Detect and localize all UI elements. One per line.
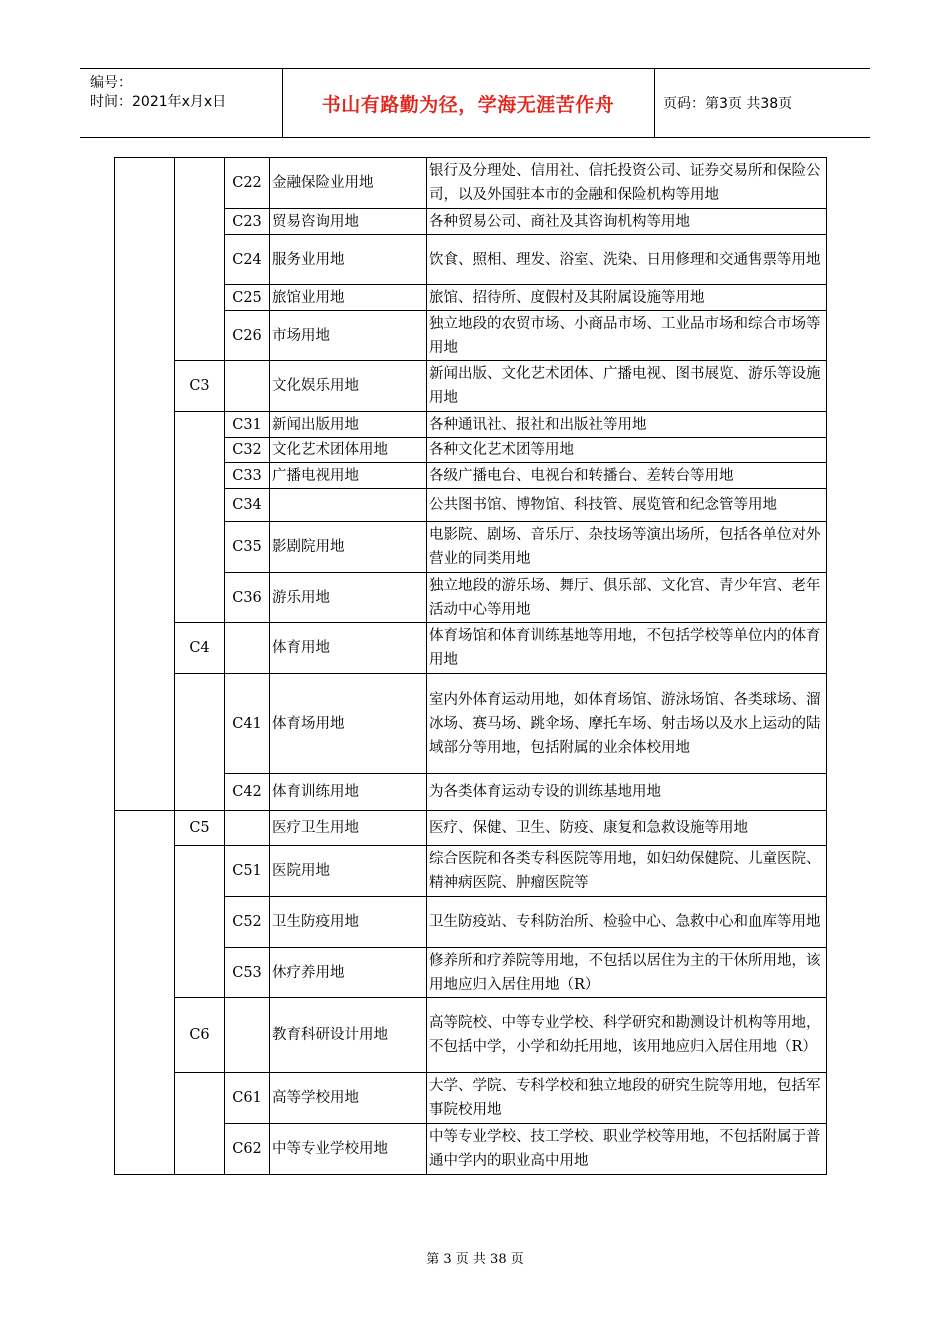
major-category-cell — [115, 158, 175, 811]
mid-category-cell: C4 — [175, 623, 225, 674]
description-cell: 大学、学院、专科学校和独立地段的研究生院等用地，包括军事院校用地 — [427, 1073, 827, 1124]
description-cell: 各种文化艺术团等用地 — [427, 438, 827, 463]
page-header — [80, 68, 870, 138]
description-cell: 独立地段的农贸市场、小商品市场、工业品市场和综合市场等用地 — [427, 311, 827, 361]
document-number-label: 编号： — [90, 75, 132, 91]
description-cell: 独立地段的游乐场、舞厅、俱乐部、文化宫、青少年宫、老年活动中心等用地 — [427, 573, 827, 623]
table-row — [115, 811, 827, 846]
name-cell: 游乐用地 — [270, 573, 427, 623]
description-cell: 旅馆、招待所、度假村及其附属设施等用地 — [427, 285, 827, 311]
name-cell: 医疗卫生用地 — [270, 811, 427, 846]
name-cell: 贸易咨询用地 — [270, 209, 427, 235]
mid-category-cell — [175, 1073, 225, 1175]
code-cell: C51 — [225, 846, 270, 897]
code-cell: C23 — [225, 209, 270, 235]
header-motto: 书山有路勤为径，学海无涯苦作舟 — [321, 93, 615, 116]
name-cell: 旅馆业用地 — [270, 285, 427, 311]
document-time-label: 时间：2021年x月x日 — [90, 94, 227, 110]
name-cell: 新闻出版用地 — [270, 412, 427, 438]
mid-category-cell — [175, 674, 225, 811]
header-page-cell — [655, 69, 870, 137]
header-motto-cell — [282, 69, 655, 137]
name-cell: 休疗养用地 — [270, 948, 427, 998]
code-cell: C42 — [225, 774, 270, 811]
description-cell: 卫生防疫站、专科防治所、检验中心、急救中心和血库等用地 — [427, 897, 827, 948]
code-cell — [225, 623, 270, 674]
code-cell: C32 — [225, 438, 270, 463]
code-cell — [225, 811, 270, 846]
name-cell: 广播电视用地 — [270, 463, 427, 489]
table-row — [115, 412, 827, 438]
code-cell: C26 — [225, 311, 270, 361]
name-cell: 卫生防疫用地 — [270, 897, 427, 948]
mid-category-cell — [175, 846, 225, 998]
mid-category-cell: C3 — [175, 361, 225, 412]
description-cell: 中等专业学校、技工学校、职业学校等用地，不包括附属于普通中学内的职业高中用地 — [427, 1124, 827, 1175]
land-use-table — [114, 157, 827, 1175]
mid-category-cell — [175, 412, 225, 623]
name-cell: 教育科研设计用地 — [270, 998, 427, 1073]
description-cell: 各种贸易公司、商社及其咨询机构等用地 — [427, 209, 827, 235]
code-cell: C41 — [225, 674, 270, 774]
code-cell: C31 — [225, 412, 270, 438]
table-row — [115, 158, 827, 209]
mid-category-cell — [175, 158, 225, 361]
table-row — [115, 674, 827, 774]
major-category-cell — [115, 811, 175, 1175]
name-cell: 市场用地 — [270, 311, 427, 361]
name-cell: 高等学校用地 — [270, 1073, 427, 1124]
mid-category-cell: C5 — [175, 811, 225, 846]
table-row — [115, 846, 827, 897]
code-cell — [225, 998, 270, 1073]
name-cell: 医院用地 — [270, 846, 427, 897]
name-cell: 体育用地 — [270, 623, 427, 674]
description-cell: 电影院、剧场、音乐厅、杂技场等演出场所，包括各单位对外营业的同类用地 — [427, 522, 827, 573]
description-cell: 室内外体育运动用地，如体育场馆、游泳场馆、各类球场、溜冰场、赛马场、跳伞场、摩托车场、射击场以及水上运动的陆域部分等用地，包括附属的业余体校用地 — [427, 674, 827, 774]
code-cell: C33 — [225, 463, 270, 489]
code-cell: C25 — [225, 285, 270, 311]
table-row — [115, 1073, 827, 1124]
description-cell: 体育场馆和体育训练基地等用地，不包括学校等单位内的体育用地 — [427, 623, 827, 674]
description-cell: 各级广播电台、电视台和转播台、差转台等用地 — [427, 463, 827, 489]
description-cell: 综合医院和各类专科医院等用地，如妇幼保健院、儿童医院、精神病医院、肿瘤医院等 — [427, 846, 827, 897]
name-cell — [270, 489, 427, 522]
code-cell — [225, 361, 270, 412]
code-cell: C22 — [225, 158, 270, 209]
header-meta-cell — [80, 69, 283, 137]
table-row — [115, 998, 827, 1073]
footer-page-number: 第 3 页 共 38 页 — [426, 1252, 524, 1267]
code-cell: C53 — [225, 948, 270, 998]
name-cell: 中等专业学校用地 — [270, 1124, 427, 1175]
name-cell: 体育训练用地 — [270, 774, 427, 811]
name-cell: 影剧院用地 — [270, 522, 427, 573]
table-row — [115, 623, 827, 674]
header-page-label: 页码：第3页 共38页 — [663, 96, 793, 112]
code-cell: C24 — [225, 235, 270, 285]
code-cell: C35 — [225, 522, 270, 573]
description-cell: 饮食、照相、理发、浴室、洗染、日用修理和交通售票等用地 — [427, 235, 827, 285]
table-row — [115, 361, 827, 412]
code-cell: C61 — [225, 1073, 270, 1124]
code-cell: C36 — [225, 573, 270, 623]
description-cell: 为各类体育运动专设的训练基地用地 — [427, 774, 827, 811]
description-cell: 银行及分理处、信用社、信托投资公司、证券交易所和保险公司，以及外国驻本市的金融和保险机构等用地 — [427, 158, 827, 209]
description-cell: 公共图书馆、博物馆、科技管、展览管和纪念管等用地 — [427, 489, 827, 522]
description-cell: 各种通讯社、报社和出版社等用地 — [427, 412, 827, 438]
code-cell: C62 — [225, 1124, 270, 1175]
code-cell: C34 — [225, 489, 270, 522]
name-cell: 文化娱乐用地 — [270, 361, 427, 412]
description-cell: 新闻出版、文化艺术团体、广播电视、图书展览、游乐等设施用地 — [427, 361, 827, 412]
page-footer — [0, 1248, 950, 1267]
description-cell: 修养所和疗养院等用地，不包括以居住为主的干休所用地，该用地应归入居住用地（R） — [427, 948, 827, 998]
description-cell: 高等院校、中等专业学校、科学研究和勘测设计机构等用地，不包括中学，小学和幼托用地，该用地应归入居住用地（R） — [427, 998, 827, 1073]
name-cell: 文化艺术团体用地 — [270, 438, 427, 463]
mid-category-cell: C6 — [175, 998, 225, 1073]
name-cell: 金融保险业用地 — [270, 158, 427, 209]
name-cell: 体育场用地 — [270, 674, 427, 774]
name-cell: 服务业用地 — [270, 235, 427, 285]
code-cell: C52 — [225, 897, 270, 948]
description-cell: 医疗、保健、卫生、防疫、康复和急救设施等用地 — [427, 811, 827, 846]
